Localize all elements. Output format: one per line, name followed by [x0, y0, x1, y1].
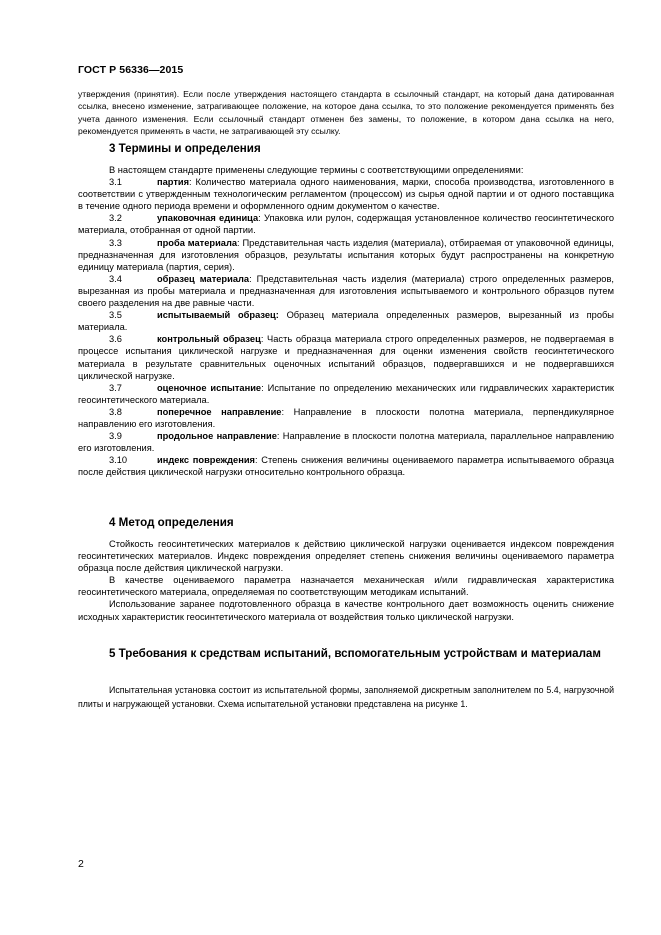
term-definition: : Часть образца материала строго определенных размеров, не подвергаемая в процессе испытания циклической нагрузке и предназначенная для оценки изменения свойств геосинтетического материала в результате сравнительных оценочных испытаний образцов, подвергавшихся и не подвергавшихся циклической нагрузке.	[78, 334, 614, 381]
term-definition: Образец материала определенных размеров, вырезанный из пробы материала.	[78, 310, 614, 333]
standard-code: ГОСТ Р 56336—2015	[78, 64, 184, 76]
term-definition: : Представительная часть изделия (материала) строго определенных размеров, вырезанная из пробы материала и предназначенная для изготовления испытываемого и контрольного образцов путем своего разделения на две равные части.	[78, 273, 614, 309]
section-4-paragraph: Стойкость геосинтетических материалов к действию циклической нагрузки оценивается индексом повреждения геосинтетических материалов. Индекс повреждения определяет степень снижения величины оцениваемого параметра образца после действия циклической нагрузки.	[78, 539, 614, 574]
term-entry	[78, 382, 614, 406]
term-number: 3.5	[109, 310, 122, 321]
term-definition: : Степень снижения величины оцениваемого параметра испытываемого образца после действия циклической нагрузки относительно контрольного образца.	[78, 455, 615, 478]
term-number: 3.4	[109, 273, 122, 284]
term-entry	[78, 454, 614, 478]
term-definition: : Представительная часть изделия (материала), отбираемая от упаковочной единицы, предназначенная для изготовления образцов, результаты испытания которых будут распространены на конкретную единицу материала (партия, серия).	[78, 237, 614, 272]
term-entry	[78, 309, 614, 333]
term-name: индекс повреждения	[157, 455, 255, 466]
section-4-body	[78, 538, 614, 623]
term-definition: : Упаковка или рулон, содержащая установленное количество геосинтетического материала, отобранная от одной партии.	[78, 213, 615, 236]
term-entry	[78, 237, 614, 273]
terms-list	[78, 164, 614, 478]
term-name: упаковочная единица	[157, 213, 259, 224]
term-name: испытываемый образец:	[157, 310, 279, 321]
term-entry	[78, 176, 614, 212]
term-number: 3.7	[109, 382, 122, 393]
section-5-paragraph: Испытательная установка состоит из испытательной формы, заполняемой дискретным заполнителем по 5.4, нагрузочной плиты и нагружающей установки. Схема испытательной установки представлена на рисунке 1.	[78, 685, 614, 709]
term-name: контрольный образец	[157, 334, 261, 345]
section-3-heading: 3 Термины и определения	[109, 142, 261, 155]
intro-paragraph: утверждения (принятия). Если после утверждения настоящего стандарта в ссылочный стандарт, на который дана датированная ссылка, внесено изменение, затрагивающее положение, на которое дана ссылка, то это положение рекомендуется применять без учета данного изменения. Если ссылочный стандарт отменен без замены, то положение, в котором дана ссылка на него, рекомендуется применять в части, не затрагивающей эту ссылку.	[78, 89, 614, 137]
term-definition: : Испытание по определению механических или гидравлических характеристик геосинтетического материала.	[78, 382, 615, 405]
section-4-heading: 4 Метод определения	[109, 516, 234, 529]
term-name: поперечное направление	[157, 406, 282, 417]
term-number: 3.1	[109, 177, 122, 188]
term-entry	[78, 273, 614, 309]
term-number: 3.8	[109, 406, 122, 417]
term-name: партия	[157, 177, 190, 188]
term-entry	[78, 212, 614, 236]
term-number: 3.3	[109, 237, 122, 248]
section-4-paragraph: В качестве оцениваемого параметра назначается механическая и/или гидравлическая характеристика геосинтетического материала, определяемая по соответствующим методикам испытаний.	[78, 575, 614, 598]
term-definition: : Направление в плоскости полотна материала, параллельное направлению его изготовления.	[78, 431, 615, 454]
term-name: образец материала	[157, 273, 250, 284]
term-definition: : Направление в плоскости полотна материала, перпендикулярное направлению его изготовления.	[78, 406, 614, 429]
section-5-body	[78, 684, 614, 711]
term-name: продольное направление	[157, 431, 277, 442]
section-3-intro: В настоящем стандарте применены следующие термины с соответствующими определениями:	[109, 165, 524, 175]
term-number: 3.9	[109, 431, 122, 442]
term-entry	[78, 333, 614, 381]
page-number: 2	[78, 858, 84, 870]
term-definition: : Количество материала одного наименования, марки, способа производства, изготовленного в соответствии с утвержденным технологическим регламентом (процессом) из сырья одной партии и от одного поставщика в течение одного периода времени и оформленного одним документом о качестве.	[78, 177, 614, 212]
section-4-paragraph: Использование заранее подготовленного образца в качестве контрольного дает возможность оценить снижение исходных характеристик геосинтетического материала от воздействия только циклической нагрузки.	[78, 599, 614, 622]
term-name: оценочное испытание	[157, 382, 262, 393]
term-entry	[78, 430, 614, 454]
term-number: 3.2	[109, 213, 122, 224]
term-number: 3.10	[109, 455, 128, 466]
intro-continuation	[78, 88, 614, 138]
term-number: 3.6	[109, 334, 122, 345]
term-entry	[78, 406, 614, 430]
term-name: проба материала	[157, 237, 238, 248]
section-5-heading: 5 Требования к средствам испытаний, вспомогательным устройствам и материалам	[109, 647, 601, 660]
